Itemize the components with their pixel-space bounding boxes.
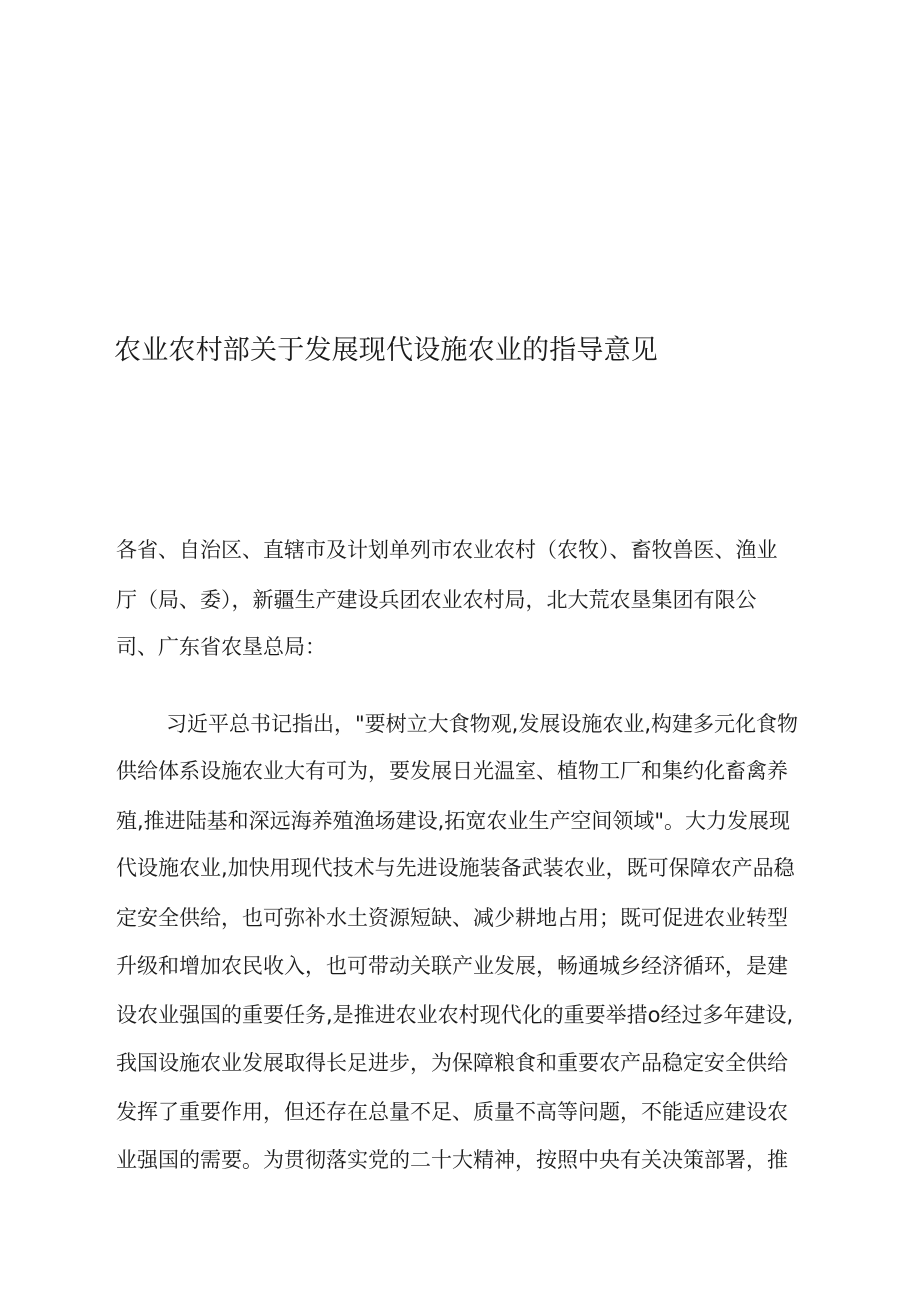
paragraph-line: 定安全供给，也可弥补水土资源短缺、减少耕地占用；既可促进农业转型 (116, 906, 788, 930)
salutation-line: 厅（局、委），新疆生产建设兵团农业农村局，北大荒农垦集团有限公 (116, 588, 757, 612)
paragraph-line: 习近平总书记指出，"要树立大食物观,发展设施农业,构建多元化食物 (166, 712, 799, 736)
paragraph-line: 殖,推进陆基和深远海养殖渔场建设,拓宽农业生产空间领域"。大力发展现 (116, 809, 791, 833)
document-title: 农业农村部关于发展现代设施农业的指导意见 (114, 335, 658, 366)
paragraph-line: 发挥了重要作用，但还存在总量不足、质量不高等问题，不能适应建设农 (116, 1100, 788, 1124)
paragraph-line: 设农业强国的重要任务,是推进农业农村现代化的重要举措o经过多年建设, (116, 1003, 794, 1027)
paragraph-line: 业强国的需要。为贯彻落实党的二十大精神，按照中央有关决策部署，推 (116, 1148, 788, 1172)
paragraph-line: 我国设施农业发展取得长足进步，为保障粮食和重要农产品稳定安全供给 (116, 1051, 788, 1075)
paragraph-line: 代设施农业,加快用现代技术与先进设施装备武装农业，既可保障农产品稳 (116, 856, 795, 880)
salutation-line: 司、广东省农垦总局： (116, 635, 326, 659)
paragraph-line: 供给体系设施农业大有可为，要发展日光温室、植物工厂和集约化畜禽养 (116, 759, 788, 783)
paragraph-line: 升级和增加农民收入，也可带动关联产业发展，畅通城乡经济循环，是建 (116, 954, 788, 978)
salutation-line: 各省、自治区、直辖市及计划单列市农业农村（农牧）、畜牧兽医、渔业 (116, 538, 778, 562)
